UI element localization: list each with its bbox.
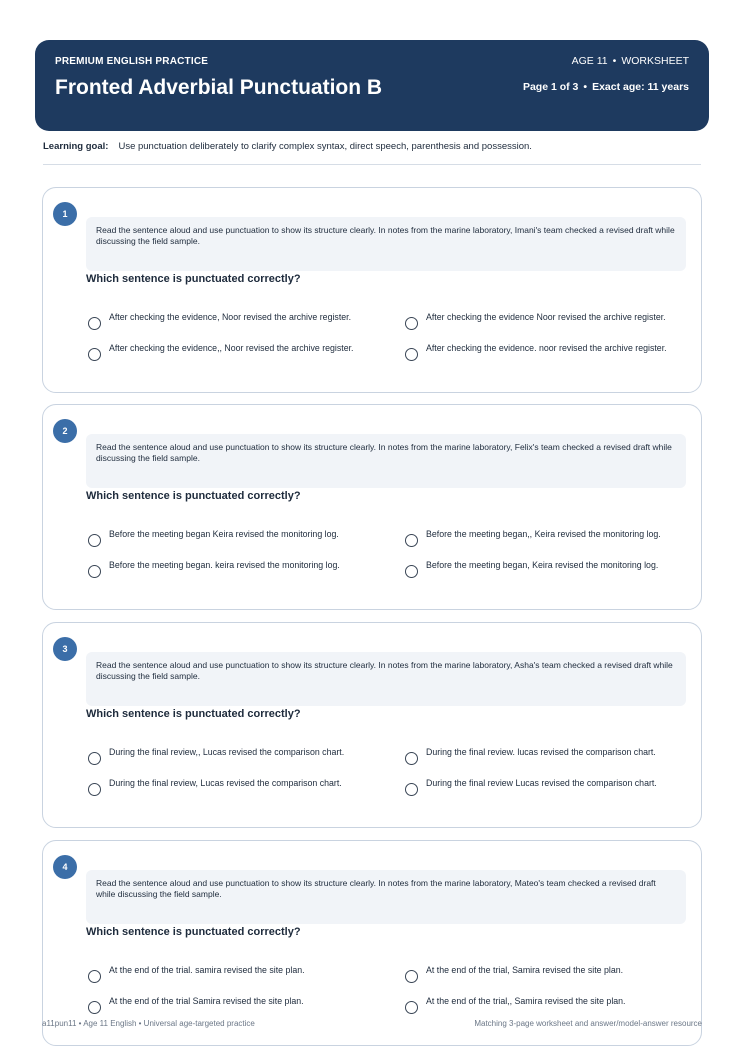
radio-button[interactable] [88,752,101,765]
type-label: WORKSHEET [621,55,689,67]
answer-option-d[interactable] [405,343,667,361]
answer-option-label: After checking the evidence. noor revised the archive register. [426,343,667,353]
radio-button[interactable] [405,1001,418,1014]
answer-option-a[interactable] [88,965,305,983]
radio-button[interactable] [405,752,418,765]
age-type-meta [572,55,689,67]
radio-button[interactable] [88,317,101,330]
worksheet-title: Fronted Adverbial Punctuation B [55,76,383,99]
answer-option-a[interactable] [88,312,351,330]
separator: • [612,55,617,67]
radio-button[interactable] [405,317,418,330]
radio-button[interactable] [405,534,418,547]
radio-button[interactable] [88,534,101,547]
answer-option-b[interactable] [405,747,656,765]
question-prompt: Read the sentence aloud and use punctuation to show its structure clearly. In notes from the marine laboratory, Imani's team checked a revised draft while discussing the field sample. [86,217,686,271]
radio-button[interactable] [405,783,418,796]
answer-option-c[interactable] [88,560,340,578]
radio-button[interactable] [405,970,418,983]
answer-option-a[interactable] [88,529,339,547]
age-label: AGE 11 [571,55,608,67]
question-prompt: Read the sentence aloud and use punctuation to show its structure clearly. In notes from the marine laboratory, Felix's team checked a revised draft while discussing the field sample. [86,434,686,488]
answer-option-label: During the final review, Lucas revised the comparison chart. [109,778,342,788]
question-prompt: Read the sentence aloud and use punctuation to show its structure clearly. In notes from the marine laboratory, Asha's team checked a revised draft while discussing the field sample. [86,652,686,706]
answer-option-label: During the final review. lucas revised the comparison chart. [426,747,656,757]
question-text: Which sentence is punctuated correctly? [86,926,301,938]
answer-option-label: At the end of the trial. samira revised the site plan. [109,965,305,975]
answer-option-b[interactable] [405,965,623,983]
brand-label: PREMIUM ENGLISH PRACTICE [55,56,209,67]
question-card-1 [42,187,702,393]
answer-option-label: After checking the evidence,, Noor revised the archive register. [109,343,354,353]
learning-goal-label: Learning goal: [43,141,109,152]
radio-button[interactable] [405,565,418,578]
question-number-badge: 2 [53,419,77,443]
footer-left-text: a11pun11 • Age 11 English • Universal age-targeted practice [42,1019,255,1028]
learning-goal-text: Use punctuation deliberately to clarify complex syntax, direct speech, parenthesis and possession. [118,141,532,152]
radio-button[interactable] [405,348,418,361]
answer-option-d[interactable] [405,560,658,578]
footer-right-text: Matching 3-page worksheet and answer/model-answer resource [474,1019,702,1028]
question-card-4 [42,840,702,1046]
header-divider [43,164,701,165]
separator: • [583,81,588,93]
learning-goal [43,141,532,152]
answer-option-d[interactable] [405,996,626,1014]
answer-option-label: At the end of the trial,, Samira revised the site plan. [426,996,626,1006]
answer-option-b[interactable] [405,312,666,330]
question-text: Which sentence is punctuated correctly? [86,490,301,502]
radio-button[interactable] [88,348,101,361]
question-number-badge: 3 [53,637,77,661]
exact-age-label: Exact age: 11 years [592,81,689,93]
answer-option-label: Before the meeting began Keira revised the monitoring log. [109,529,339,539]
answer-option-a[interactable] [88,747,344,765]
answer-option-label: Before the meeting began, Keira revised the monitoring log. [426,560,659,570]
question-card-3 [42,622,702,828]
answer-option-label: At the end of the trial Samira revised the site plan. [109,996,304,1006]
radio-button[interactable] [88,970,101,983]
radio-button[interactable] [88,1001,101,1014]
answer-option-label: Before the meeting began,, Keira revised the monitoring log. [426,529,661,539]
radio-button[interactable] [88,565,101,578]
question-number-badge: 1 [53,202,77,226]
answer-option-label: During the final review,, Lucas revised the comparison chart. [109,747,345,757]
answer-option-c[interactable] [88,996,304,1014]
answer-option-label: During the final review Lucas revised the comparison chart. [426,778,657,788]
answer-option-c[interactable] [88,343,353,361]
question-number-badge: 4 [53,855,77,879]
question-text: Which sentence is punctuated correctly? [86,273,301,285]
answer-option-c[interactable] [88,778,342,796]
page-meta [523,81,689,93]
question-text: Which sentence is punctuated correctly? [86,708,301,720]
page-label: Page 1 of 3 [522,81,579,93]
answer-option-label: After checking the evidence Noor revised the archive register. [426,312,666,322]
question-prompt: Read the sentence aloud and use punctuation to show its structure clearly. In notes from the marine laboratory, Mateo's team checked a revised draft while discussing the field sample. [86,870,686,924]
answer-option-d[interactable] [405,778,657,796]
answer-option-label: At the end of the trial, Samira revised the site plan. [426,965,624,975]
answer-option-label: After checking the evidence, Noor revised the archive register. [109,312,352,322]
worksheet-header [35,40,709,131]
question-card-2 [42,404,702,610]
radio-button[interactable] [88,783,101,796]
answer-option-b[interactable] [405,529,661,547]
answer-option-label: Before the meeting began. keira revised the monitoring log. [109,560,340,570]
